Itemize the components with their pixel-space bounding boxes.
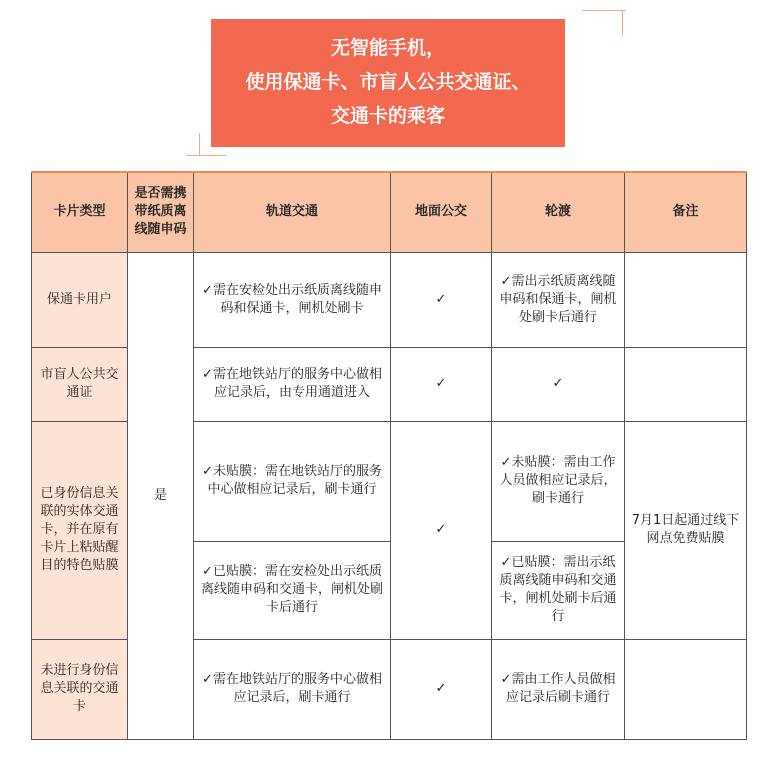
cell-ferry: ✓已贴膜：需出示纸质离线随申码和交通卡，闸机处刷卡后通行 <box>492 541 625 639</box>
cell-card-type: 未进行身份信息关联的交通卡 <box>32 639 128 739</box>
header-paper-code: 是否需携带纸质离线随申码 <box>128 172 194 252</box>
header-card-type: 卡片类型 <box>32 172 128 252</box>
policy-table <box>31 171 747 740</box>
cell-note <box>625 639 747 739</box>
cell-ferry: ✓需出示纸质离线随申码和保通卡，闸机处刷卡后通行 <box>492 252 625 347</box>
cell-rail: ✓已贴膜：需在安检处出示纸质离线随申码和交通卡，闸机处刷卡后通行 <box>194 541 391 639</box>
cell-rail: ✓需在地铁站厅的服务中心做相应记录后，由专用通道进入 <box>194 347 391 421</box>
cell-ferry: ✓需由工作人员做相应记录后刷卡通行 <box>492 639 625 739</box>
decor-line <box>582 10 626 11</box>
header-rail: 轨道交通 <box>194 172 391 252</box>
cell-ferry: ✓未贴膜：需由工作人员做相应记录后，刷卡通行 <box>492 421 625 541</box>
cell-note <box>625 252 747 347</box>
cell-bus: ✓ <box>391 252 492 347</box>
cell-card-type: 保通卡用户 <box>32 252 128 347</box>
header-bus: 地面公交 <box>391 172 492 252</box>
cell-note <box>625 347 747 421</box>
cell-bus: ✓ <box>391 421 492 639</box>
cell-ferry: ✓ <box>492 347 625 421</box>
cell-rail: ✓需在安检处出示纸质离线随申码和保通卡，闸机处刷卡 <box>194 252 391 347</box>
decor-line <box>199 133 200 155</box>
title-banner <box>211 19 565 147</box>
cell-paper-code: 是 <box>128 252 194 739</box>
cell-bus: ✓ <box>391 639 492 739</box>
table-header-row <box>32 172 747 252</box>
header-ferry: 轮渡 <box>492 172 625 252</box>
cell-card-type: 市盲人公共交通证 <box>32 347 128 421</box>
cell-bus: ✓ <box>391 347 492 421</box>
title-line: 交通卡的乘客 <box>330 105 445 127</box>
cell-card-type: 已身份信息关联的实体交通卡，并在原有卡片上粘贴醒目的特色贴膜 <box>32 421 128 639</box>
title-line: 使用保通卡、市盲人公共交通证、 <box>245 71 531 93</box>
decor-line <box>186 155 226 156</box>
cell-note: 7月1日起通过线下网点免费贴膜 <box>625 421 747 639</box>
decor-line <box>622 10 623 36</box>
cell-rail: ✓需在地铁站厅的服务中心做相应记录后，刷卡通行 <box>194 639 391 739</box>
header-note: 备注 <box>625 172 747 252</box>
cell-rail: ✓未贴膜：需在地铁站厅的服务中心做相应记录后，刷卡通行 <box>194 421 391 541</box>
title-line: 无智能手机， <box>330 37 445 59</box>
table-row <box>32 252 747 347</box>
